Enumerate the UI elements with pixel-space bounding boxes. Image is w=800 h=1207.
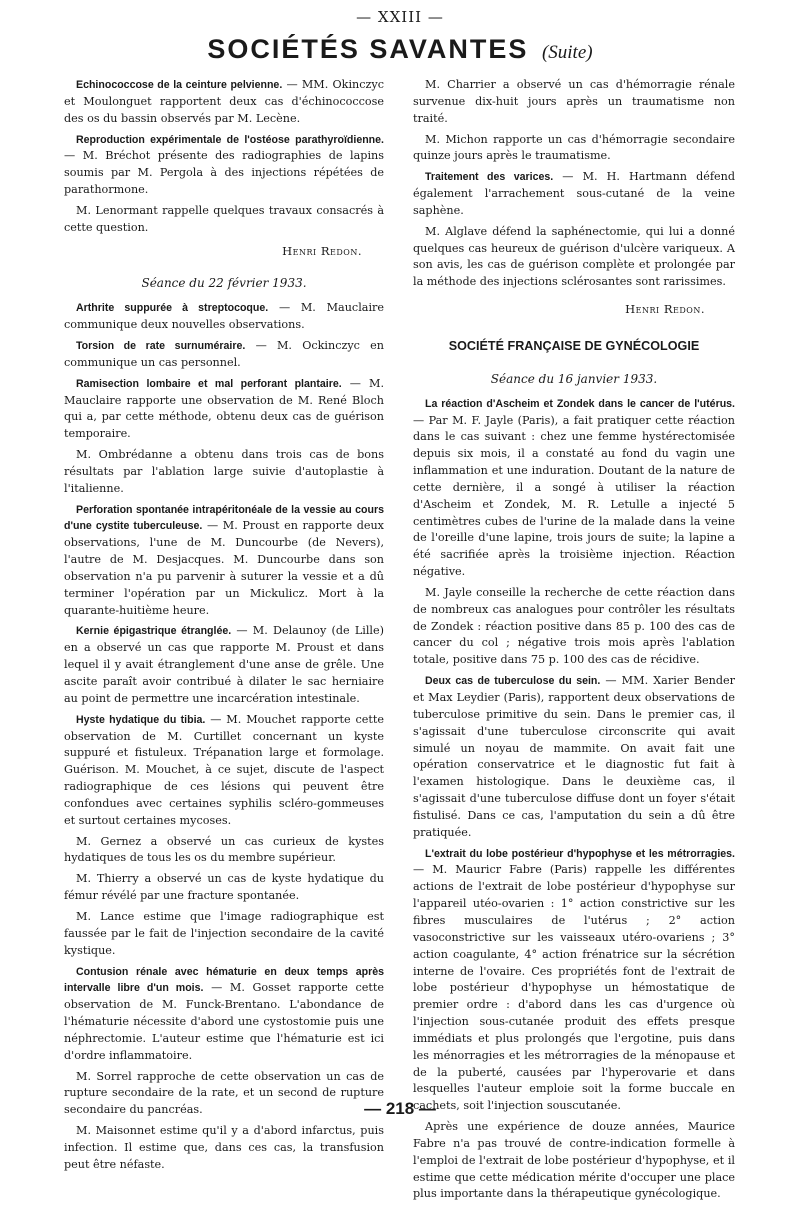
article-title: Reproduction expérimentale de l'ostéose parathyroïdienne. <box>76 133 384 146</box>
article-text: — MM. Xarier Bender et Max Leydier (Paris), rapportent deux observations de tuberculose primitive du sein. Dans le premier cas, il s'agissait d'une tuberculose circonscrite qui avait simulé un noyau de mammite. On avait fait une opération conservatrice et le diagnostic fut fait à l'examen histologique. Dans le deuxième cas, il s'agissait d'une tuberculose diffuse dont un foyer s'était fistulisé. Dans ce cas, l'amputation du sein a dû être pratiquée. <box>413 674 735 839</box>
signature-left: Henri Redon. <box>282 243 362 258</box>
article-text: — M. H. Hartmann défend également l'arrachement sous-cutané de la veine saphène. <box>413 170 735 217</box>
article-paragraph <box>413 169 735 220</box>
page-number: — 218 — <box>364 1099 436 1118</box>
article-title: Ramisection lombaire et mal perforant plantaire. <box>76 377 342 390</box>
article-title: Contusion rénale avec hématurie en deux temps après intervalle libre d'un mois. <box>64 965 384 995</box>
article-title: Arthrite suppurée à streptocoque. <box>76 302 269 315</box>
article-text: M. Lance estime que l'image radiographique est faussée par le fait de l'injection secondaire de la cavité kystique. <box>64 909 384 957</box>
article-text: — M. Bréchot présente des radiographies de lapins soumis par M. Pergola à des injections répétées de parathormone. <box>64 149 384 197</box>
article-paragraph <box>64 447 384 498</box>
article-text: — M. Mauclaire communique deux nouvelles observations. <box>64 301 384 332</box>
article-paragraph <box>64 623 384 707</box>
article-text: M. Ombrédanne a obtenu dans trois cas de bons résultats par l'ablation large suivie d'autoplastie à l'italienne. <box>64 448 384 495</box>
right-entries <box>413 77 735 291</box>
right-column <box>413 77 735 1207</box>
article-title: L'extrait du lobe postérieur d'hypophyse et les métrorragies. <box>425 847 735 860</box>
seance-left: Séance du 22 février 1933. <box>141 276 307 291</box>
article-title: La réaction d'Ascheim et Zondek dans le cancer de l'utérus. <box>425 397 735 410</box>
article-text: — M. Delaunoy (de Lille) en a observé un cas que rapporte M. Proust et dans lequel il y avait étranglement d'une anse de grêle. Une ascite paraît avoir contribué à dilater le sac herniaire au point de permettre une incarcération intestinale. <box>64 624 384 705</box>
article-text: — M. Mauclaire rapporte une observation de M. René Bloch qui a, par cette méthode, obtenu deux cas de guérison temporaire. <box>64 376 384 441</box>
article-text: — M. Mauricr Fabre (Paris) rappelle les différentes actions de l'extrait de lobe postérieur d'hypophyse sur l'appareil utéo-ovarien : 1° action constrictive sur les fibres musculaires de l'utérus ; 2° action vasoconstrictive sur les vaisseaux utéro-ovariens ; 3° action coagulante, 4° action frénatrice sur la sécrétion interne de l'ovaire. Ces propriétés font de l'extrait de lobe postérieur d'hypophyse un hémostatique de premier ordre : d'abord dans les cas d'urgence où l'injection sous-cutanée produit des effets presque immédiats et plus prolongés que l'ergotine, puis dans les ménorragies et les métrorragies de la ménopause et de la puberté, causées par l'hyperovarie et dans lesquelles l'auteur emploie soit la forme buccale en cachets, soit l'injection souscutanée. <box>413 863 735 1113</box>
article-paragraph <box>64 203 384 237</box>
article-text: — M. Gosset rapporte cette observation de M. Funck-Brentano. L'abondance de l'hématurie nécessite d'abord une cystostomie puis une néphrectomie. L'auteur estime que l'hématurie est ici d'ordre inflammatoire. <box>64 981 384 1062</box>
article-text: M. Charrier a observé un cas d'hémorragie rénale survenue dix-huit jours après un traumatisme non traité. <box>413 78 735 125</box>
article-paragraph <box>413 224 735 291</box>
left-entries-2 <box>64 300 384 1173</box>
left-column <box>64 77 384 1178</box>
article-text: M. Sorrel rapproche de cette observation un cas de rupture secondaire de la rate, et un second de rupture secondaire du pancréas. <box>64 1069 384 1117</box>
article-text: Après une expérience de douze années, Maurice Fabre n'a pas trouvé de contre-indication formelle à l'emploi de l'extrait de lobe postérieur d'hypophyse, et il estime que cette médication mérite d'occuper une place plus importante dans la thérapeutique gynécologique. <box>413 1120 735 1201</box>
article-text: M. Maisonnet estime qu'il y a d'abord infarctus, puis infection. Il estime que, dans ces cas, la transfusion peut être néfaste. <box>64 1124 384 1171</box>
article-title: Traitement des varices. <box>425 171 554 184</box>
article-text: M. Alglave défend la saphénectomie, qui lui a donné quelques cas heureux de guérison d'ulcère variqueux. A son avis, les cas de guérison complète et prolongée par la méthode des injections sclérosantes sont rarissimes. <box>413 224 735 289</box>
article-text: M. Lenormant rappelle quelques travaux consacrés à cette question. <box>64 203 384 234</box>
article-text: M. Jayle conseille la recherche de cette réaction dans de nombreux cas analogues pour contrôler les résultats de Zondek : réaction positive dans 85 p. 100 des cas de cancer du col ; négative trois mois après l'ablation totale, positive dans 75 p. 100 des cas de récidive. <box>413 585 735 667</box>
article-title: Kernie épigastrique étranglée. <box>76 625 232 638</box>
article-title: Deux cas de tuberculose du sein. <box>425 675 601 688</box>
article-title: Hyste hydatique du tibia. <box>76 713 206 726</box>
header-title: SOCIÉTÉS SAVANTES <box>207 34 529 64</box>
article-paragraph <box>413 396 735 581</box>
article-paragraph <box>413 846 735 1116</box>
header-suite: (Suite) <box>541 42 593 63</box>
article-paragraph <box>64 77 384 128</box>
article-paragraph <box>64 1123 384 1174</box>
article-paragraph <box>64 964 384 1065</box>
article-text: M. Gernez a observé un cas curieux de kystes hydatiques de tous les os du membre supérieur. <box>64 834 384 865</box>
article-title: Echinococcose de la ceinture pelvienne. <box>76 79 283 91</box>
article-paragraph <box>64 712 384 830</box>
article-paragraph <box>413 673 735 841</box>
article-title: Torsion de rate surnuméraire. <box>76 339 246 352</box>
article-text: — M. Proust en rapporte deux observations, l'une de M. Duncourbe (de Nevers), l'autre de M. Desjacques. M. Duncourbe dans son observation n'a pu parvenir à suturer la vessie et a dû terminer l'opération par un Mickulicz. Mort à la quarante-huitième heure. <box>64 519 384 617</box>
article-paragraph <box>64 300 384 334</box>
article-text: — M. Ockinczyc en communique un cas personnel. <box>64 338 384 369</box>
article-text: M. Thierry a observé un cas de kyste hydatique du fémur révélé par une fracture spontanée. <box>64 872 384 903</box>
article-title: Perforation spontanée intrapéritonéale de la vessie au cours d'une cystite tuberculeuse. <box>64 503 384 533</box>
page-roman-number: — XXIII — <box>356 8 444 26</box>
article-paragraph <box>413 132 735 166</box>
article-paragraph <box>64 871 384 905</box>
page-header <box>0 34 800 65</box>
article-paragraph <box>64 338 384 372</box>
article-paragraph <box>64 909 384 960</box>
right-entries-2 <box>413 396 735 1204</box>
article-text: M. Michon rapporte un cas d'hémorragie secondaire quinze jours après le traumatisme. <box>413 132 735 163</box>
article-text: — Par M. F. Jayle (Paris), a fait pratiquer cette réaction dans le cas suivant : chez une femme hystérectomisée depuis six mois, il a constaté au fond du vagin une inflammation et une induration. Doutant de la nature de cette dernière, il a songé à utiliser la réaction d'Ascheim et Zondek, M. R. Letulle a injecté 5 centimètres cubes de l'urine de la malade dans la veine de l'oreille d'une lapine, trois jours de suite; la lapine a été sacrifiée après la troisième injection. Réaction négative. <box>413 413 735 579</box>
seance-right: Séance du 16 janvier 1933. <box>490 371 658 386</box>
signature-right: Henri Redon. <box>625 302 705 317</box>
article-paragraph <box>413 585 735 669</box>
article-paragraph <box>64 132 384 199</box>
left-entries <box>64 77 384 237</box>
article-paragraph <box>413 1119 735 1203</box>
article-text: — M. Mouchet rapporte cette observation de M. Curtillet concernant un kyste suppuré et fistuleux. Trépanation large et formolage. Guérison. M. Mouchet, à ce sujet, discute de l'aspect radiographique de ces lésions qui peuvent être confondues avec certaines syphilis scléro-gommeuses et surtout certaines mycoses. <box>64 712 384 827</box>
society-title: SOCIÉTÉ FRANÇAISE DE GYNÉCOLOGIE <box>448 338 700 353</box>
article-paragraph <box>413 77 735 128</box>
article-paragraph <box>64 376 384 443</box>
article-paragraph <box>64 834 384 868</box>
article-text: — MM. Okinczyc et Moulonguet rapportent deux cas d'échinococcose des os du bassin observés par M. Lecène. <box>64 78 384 125</box>
article-paragraph <box>64 502 384 620</box>
